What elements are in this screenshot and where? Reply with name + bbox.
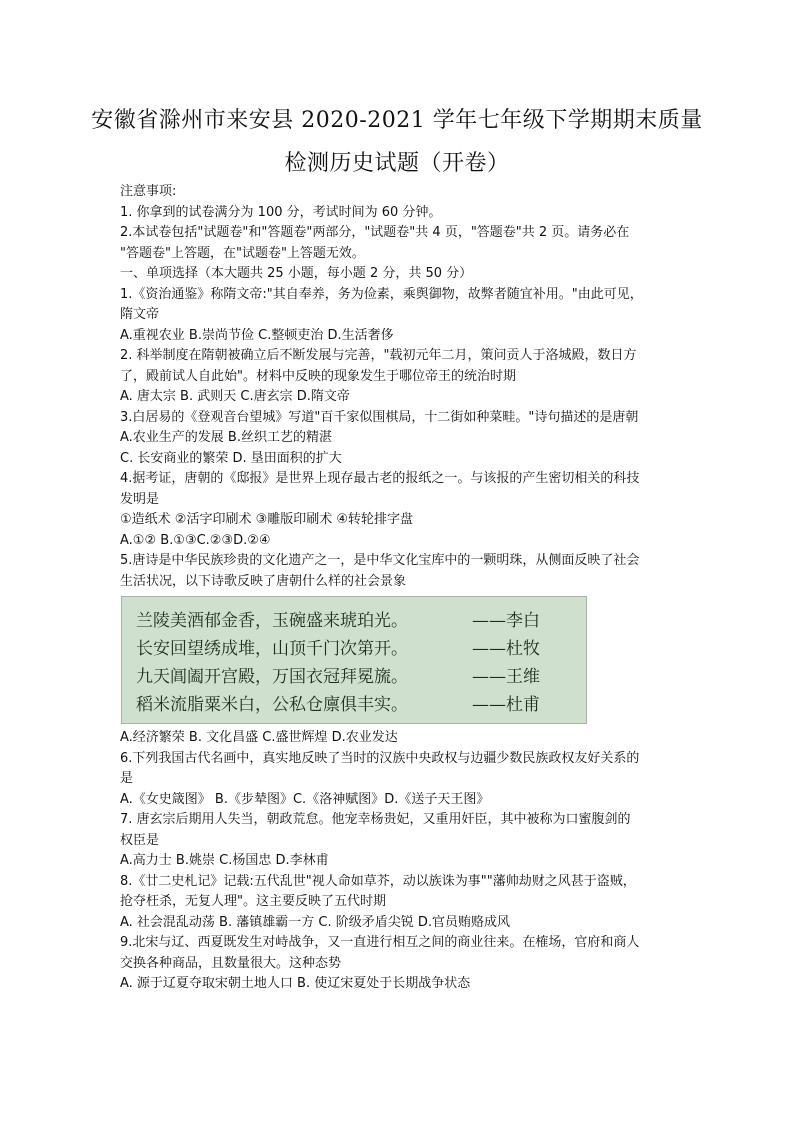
poem-line bbox=[136, 691, 586, 719]
question-line: 1.《资治通鉴》称隋文帝:"其自奉养，务为俭素，乘舆御物，故弊者随宜补用。"由此可见， bbox=[120, 286, 643, 302]
note-line: 1. 你拿到的试卷满分为 100 分，考试时间为 60 分钟。 bbox=[120, 204, 442, 220]
section-heading: 一、单项选择（本大题共 25 小题，每小题 2 分，共 50 分） bbox=[120, 266, 473, 281]
question-line: 9.北宋与辽、西夏既发生对峙战争，又一直进行相互之间的商业往来。在榷场，官府和商人 bbox=[120, 935, 640, 950]
question-line: 了，殿前试人自此始"。材料中反映的现象发生于哪位帝王的统治时期 bbox=[120, 368, 516, 384]
question-line: 7. 唐玄宗后期用人失当，朝政荒怠。他宠幸杨贵妃，又重用奸臣，其中被称为口蜜腹剑的 bbox=[120, 812, 631, 827]
note-line: "答题卷"上答题，在"试题卷"上答题无效。 bbox=[120, 245, 365, 261]
answer-options: A.经济繁荣 B. 文化昌盛 C.盛世辉煌 D.农业发达 bbox=[120, 730, 398, 745]
question-line: 权臣是 bbox=[120, 832, 160, 848]
exam-body bbox=[120, 182, 680, 995]
poem-author: ——杜甫 bbox=[472, 695, 540, 715]
answer-options: A.农业生产的发展 B.丝织工艺的精湛 bbox=[120, 430, 332, 445]
numbered-items: ①造纸术 ②活字印刷术 ③雕版印刷术 ④转轮排字盘 bbox=[120, 512, 414, 527]
poem-verse: 九天阊阖开宫殿，万国衣冠拜冕旒。 bbox=[136, 667, 408, 687]
answer-options: A.高力士 B.姚崇 C.杨国忠 D.李林甫 bbox=[120, 853, 329, 868]
answer-options: A. 唐太宗 B. 武则天 C.唐玄宗 D.隋文帝 bbox=[120, 389, 350, 404]
question-line: 是 bbox=[120, 771, 134, 786]
question-line: 3.白居易的《登观音台望城》写道"百千家似围棋局，十二街如种菜畦。"诗句描述的是唐朝 bbox=[120, 409, 639, 425]
note-line: 2.本试卷包括"试题卷"和"答题卷"两部分，"试题卷"共 4 页，"答题卷"共 2 页。请务必在 bbox=[120, 225, 630, 240]
poem-image bbox=[121, 596, 587, 724]
question-line: 8.《廿二史札记》记载:五代乱世"视人命如草芥，动以族诛为事""藩帅劫财之风甚于盗贼， bbox=[120, 873, 636, 889]
question-line: 4.据考证，唐朝的《邸报》是世界上现存最古老的报纸之一。与该报的产生密切相关的科技 bbox=[120, 471, 640, 486]
poem-author: ——杜牧 bbox=[472, 639, 540, 659]
question-line: 抢夺枉杀，无复人理"。这主要反映了五代时期 bbox=[120, 894, 386, 909]
question-line: 生活状况，以下诗歌反映了唐朝什么样的社会景象 bbox=[120, 573, 407, 589]
question-line: 发明是 bbox=[120, 491, 160, 507]
answer-options: A.重视农业 B.崇尚节俭 C.整顿吏治 D.生活奢侈 bbox=[120, 327, 394, 343]
poem-line bbox=[136, 607, 586, 635]
question-line: 2. 科举制度在隋朝被确立后不断发展与完善，"载初元年二月，策问贡人于洛城殿，数日方 bbox=[120, 348, 637, 363]
answer-options: A.《女史箴图》 B.《步辇图》C.《洛神赋图》D.《送子天王图》 bbox=[120, 791, 490, 807]
notes-heading: 注意事项: bbox=[120, 184, 177, 199]
question-line: 隋文帝 bbox=[120, 307, 160, 322]
poem-verse: 稻米流脂粟米白，公私仓廪俱丰实。 bbox=[136, 695, 408, 715]
poem-author: ——王维 bbox=[472, 667, 540, 687]
poem-line bbox=[136, 663, 586, 691]
answer-options: A. 源于辽夏夺取宋朝土地人口 B. 使辽宋夏处于长期战争状态 bbox=[120, 976, 471, 991]
answer-options: A.①② B.①③C.②③D.②④ bbox=[120, 532, 271, 548]
question-line: 交换各种商品，且数量很大。这种态势 bbox=[120, 955, 342, 971]
poem-verse: 长安回望绣成堆，山顶千门次第开。 bbox=[136, 639, 408, 659]
question-line: 5.唐诗是中华民族珍贵的文化遗产之一，是中华文化宝库中的一颗明珠，从侧面反映了社会 bbox=[120, 553, 640, 568]
answer-options: C. 长安商业的繁荣 D. 垦田面积的扩大 bbox=[120, 450, 342, 466]
poem-verse: 兰陵美酒郁金香，玉碗盛来琥珀光。 bbox=[136, 611, 408, 631]
answer-options: A. 社会混乱动荡 B. 藩镇雄霸一方 C. 阶级矛盾尖锐 D.官员贿赂成风 bbox=[120, 914, 510, 930]
exam-title-line2: 检测历史试题（开卷） bbox=[284, 151, 510, 176]
poem-author: ——李白 bbox=[472, 611, 540, 631]
question-line: 6.下列我国古代名画中，真实地反映了当时的汉族中央政权与边疆少数民族政权友好关系的 bbox=[120, 750, 640, 766]
exam-title-line1: 安徽省滁州市来安县 2020-2021 学年七年级下学期期末质量 bbox=[91, 108, 703, 133]
poem-line bbox=[136, 635, 586, 663]
